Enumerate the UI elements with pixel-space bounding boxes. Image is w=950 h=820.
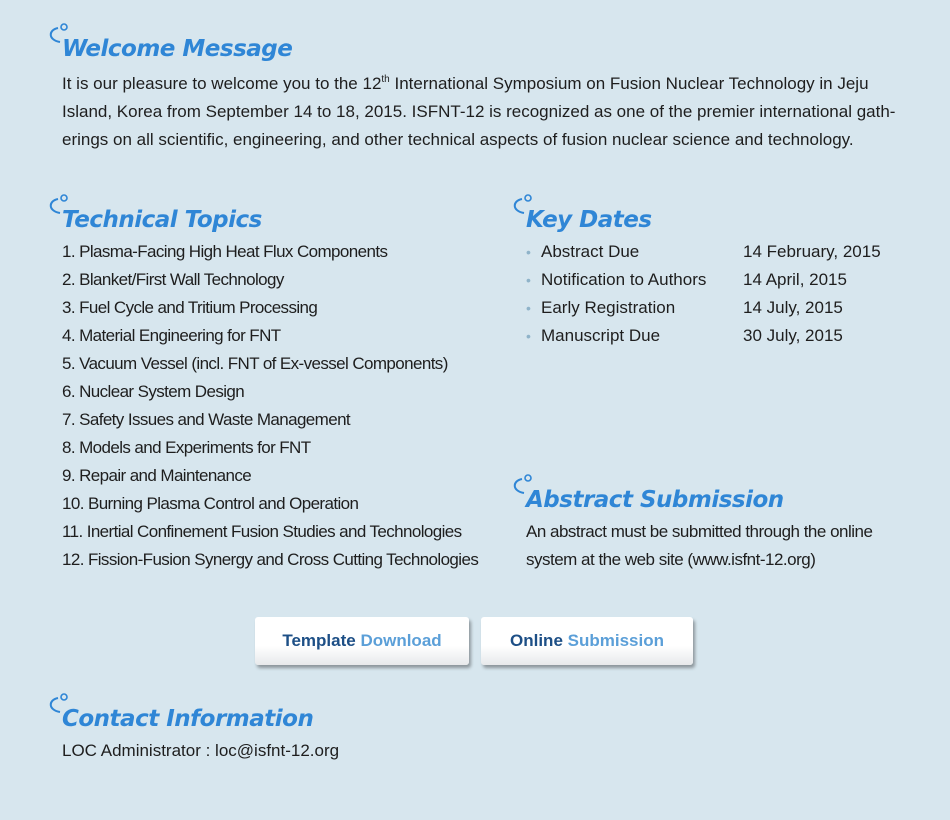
list-item: 2. Blanket/First Wall Technology [62,270,284,289]
key-date-value: 14 April, 2015 [743,270,847,289]
key-date-value: 14 July, 2015 [743,298,843,317]
list-item: 12. Fission-Fusion Synergy and Cross Cutting Technologies [62,550,479,569]
ordinal-suffix: th [381,74,390,85]
bullet-icon: • [526,272,531,288]
bullet-icon: • [526,300,531,316]
key-date-value: 14 February, 2015 [743,242,881,261]
list-item: 10. Burning Plasma Control and Operation [62,494,359,513]
list-item: 9. Repair and Maintenance [62,466,252,485]
button-label-primary: Template [282,631,356,650]
technical-topics-list [62,238,478,574]
button-label-primary: Online [510,631,563,650]
welcome-heading: Welcome Message [62,36,292,62]
key-date-row [526,322,881,350]
online-submission-button[interactable] [481,617,693,665]
list-item: 6. Nuclear System Design [62,382,245,401]
list-item: 11. Inertial Confinement Fusion Studies and Technologies [62,522,462,541]
key-dates-heading: Key Dates [526,207,652,233]
key-date-label: Early Registration [541,298,676,317]
key-date-label: Abstract Due [541,242,640,261]
bullet-icon: • [526,244,531,260]
key-date-row [526,238,881,266]
key-date-row [526,266,881,294]
button-label-secondary: Download [360,631,442,650]
list-item: 3. Fuel Cycle and Tritium Processing [62,298,318,317]
list-item: 1. Plasma-Facing High Heat Flux Components [62,242,388,261]
list-item: 4. Material Engineering for FNT [62,326,281,345]
contact-information-heading: Contact Information [62,706,313,732]
template-download-button[interactable] [255,617,469,665]
bullet-icon: • [526,328,531,344]
key-date-label: Notification to Authors [541,270,707,289]
welcome-paragraph [62,70,902,154]
welcome-text-part-2: International Symposium on Fusion Nuclear Technology in Jeju Island, Korea from September 14 to 18, 2015. ISFNT-12 is recognized as one of the premier international gath-erings on all scientific, engineering, and other technical aspects of fusion nuclear science and technology. [62,74,896,149]
welcome-text-part-1: It is our pleasure to welcome you to the 12 [62,74,382,93]
key-date-row [526,294,881,322]
list-item: 5. Vacuum Vessel (incl. FNT of Ex-vessel Components) [62,354,448,373]
abstract-paragraph: An abstract must be submitted through the online system at the web site (www.isfnt-12.org) [526,522,873,569]
technical-topics-heading: Technical Topics [62,207,262,233]
key-dates-list [526,238,881,350]
key-date-label: Manuscript Due [541,326,661,345]
list-item: 7. Safety Issues and Waste Management [62,410,351,429]
button-label-secondary: Submission [567,631,664,650]
contact-line: LOC Administrator : loc@isfnt-12.org [62,741,340,760]
list-item: 8. Models and Experiments for FNT [62,438,311,457]
abstract-submission-heading: Abstract Submission [526,487,784,513]
key-date-value: 30 July, 2015 [743,326,843,345]
